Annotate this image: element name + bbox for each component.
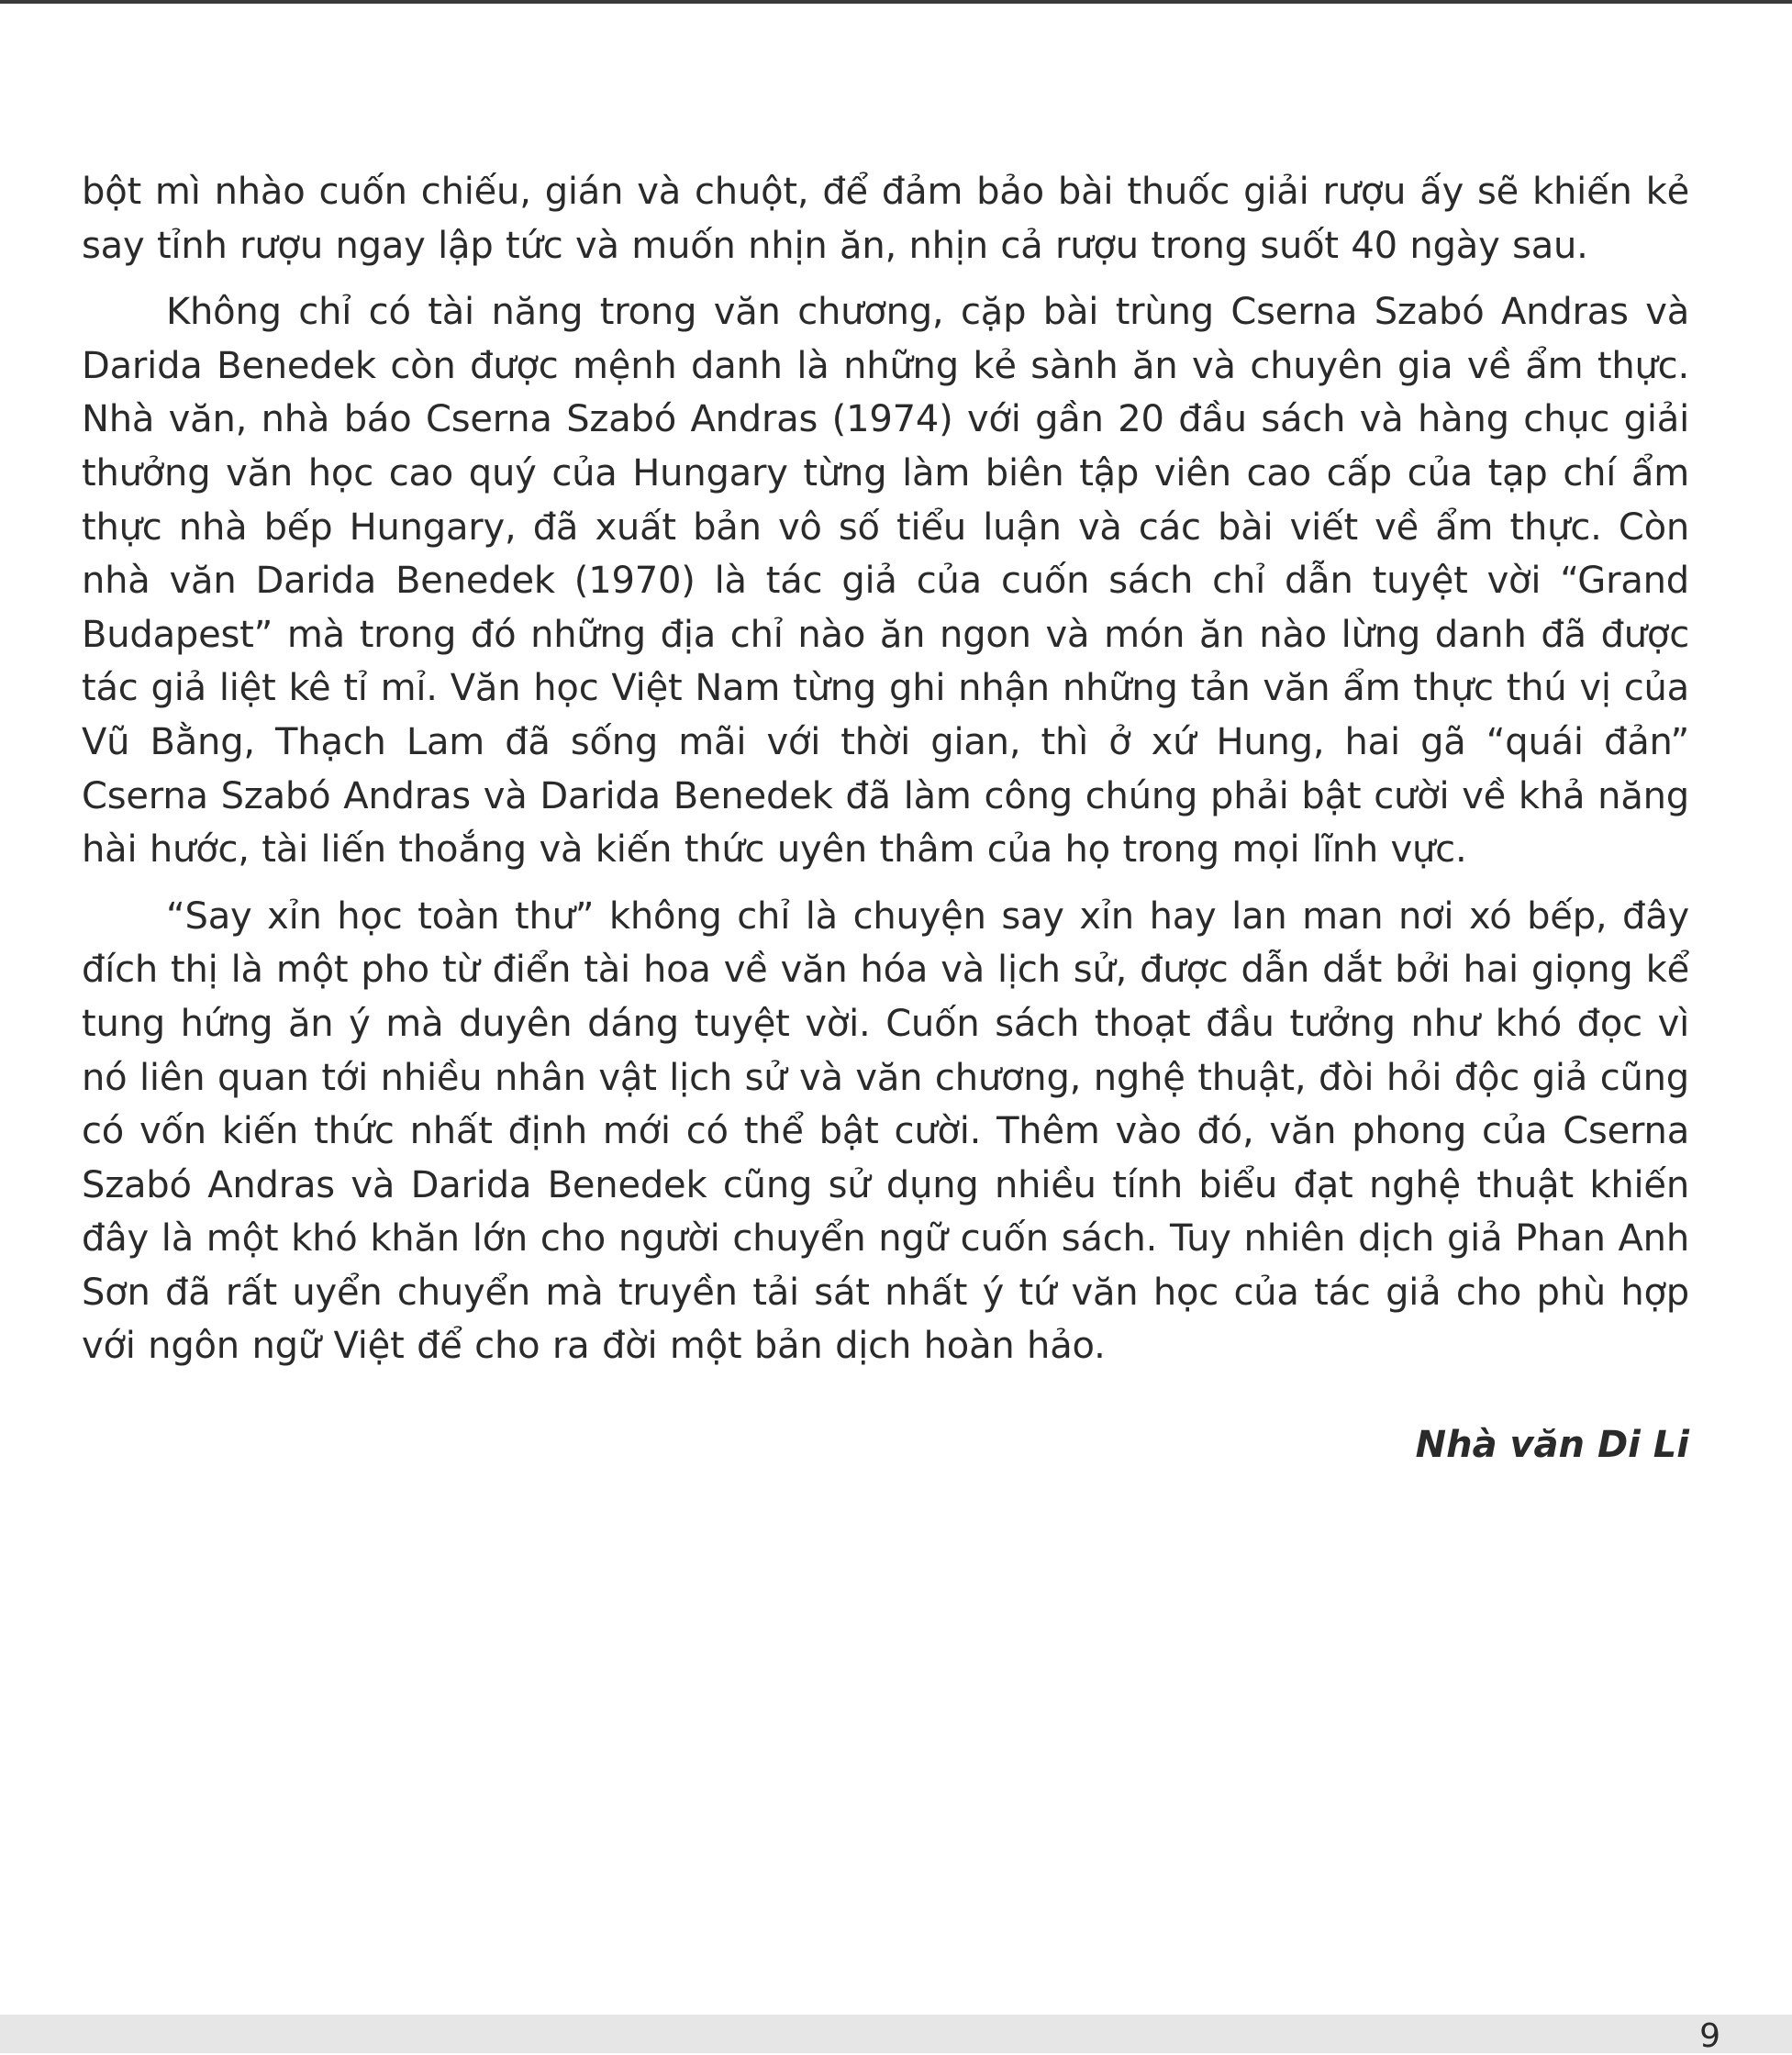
paragraph-continuation: bột mì nhào cuốn chiếu, gián và chuột, để đảm bảo bài thuốc giải rượu ấy sẽ khiến kẻ say tỉnh rượu ngay lập tức và muốn nhịn ăn, nhịn cả rượu trong suốt 40 ngày sau.	[82, 171, 1689, 267]
page-body	[82, 165, 1689, 1373]
author-signature: Nhà văn Di Li	[1415, 1424, 1689, 1466]
page-footer-band	[0, 2015, 1792, 2053]
paragraph-authors: Không chỉ có tài năng trong văn chương, cặp bài trùng Cserna Szabó Andras và Darida Benedek còn được mệnh danh là những kẻ sành ăn và chuyên gia về ẩm thực. Nhà văn, nhà báo Cserna Szabó Andras (1974) với gần 20 đầu sách và hàng chục giải thưởng văn học cao quý của Hungary từng làm biên tập viên cao cấp của tạp chí ẩm thực nhà bếp Hungary, đã xuất bản vô số tiểu luận và các bài viết về ẩm thực. Còn nhà văn Darida Benedek (1970) là tác giả của cuốn sách chỉ dẫn tuyệt vời “Grand Budapest” mà trong đó những địa chỉ nào ăn ngon và món ăn nào lừng danh đã được tác giả liệt kê tỉ mỉ. Văn học Việt Nam từng ghi nhận những tản văn ẩm thực thú vị của Vũ Bằng, Thạch Lam đã sống mãi với thời gian, thì ở xứ Hung, hai gã “quái đản” Cserna Szabó Andras và Darida Benedek đã làm công chúng phải bật cười về khả năng hài hước, tài liến thoắng và kiến thức uyên thâm của họ trong mọi lĩnh vực.	[82, 291, 1689, 872]
page-top-edge	[0, 0, 1792, 4]
paragraph-book-review: “Say xỉn học toàn thư” không chỉ là chuyện say xỉn hay lan man nơi xó bếp, đây đích thị là một pho từ điển tài hoa về văn hóa và lịch sử, được dẫn dắt bởi hai giọng kể tung hứng ăn ý mà duyên dáng tuyệt vời. Cuốn sách thoạt đầu tưởng như khó đọc vì nó liên quan tới nhiều nhân vật lịch sử và văn chương, nghệ thuật, đòi hỏi độc giả cũng có vốn kiến thức nhất định mới có thể bật cười. Thêm vào đó, văn phong của Cserna Szabó Andras và Darida Benedek cũng sử dụng nhiều tính biểu đạt nghệ thuật khiến đây là một khó khăn lớn cho người chuyển ngữ cuốn sách. Tuy nhiên dịch giả Phan Anh Sơn đã rất uyển chuyển mà truyền tải sát nhất ý tứ văn học của tác giả cho phù hợp với ngôn ngữ Việt để cho ra đời một bản dịch hoàn hảo.	[82, 894, 1689, 1368]
page-number: 9	[1699, 2017, 1720, 2055]
